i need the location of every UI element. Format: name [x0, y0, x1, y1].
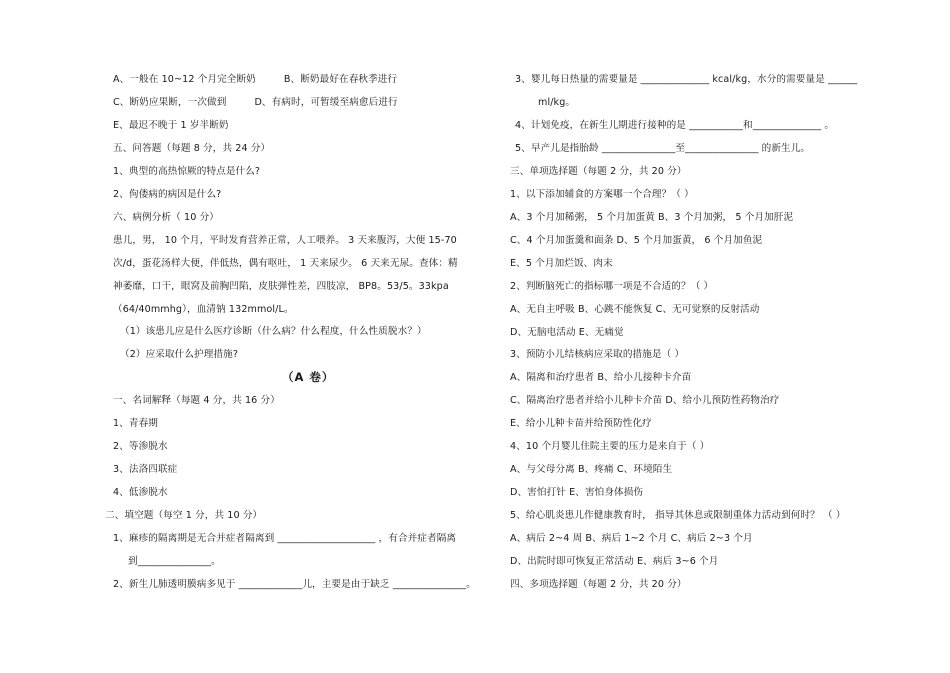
fill-blank-item: 到_______________。	[128, 556, 221, 567]
fill-blank-item: 4、计划免疫，在新生儿期进行接种的是 ___________和______________ 。	[515, 120, 835, 131]
section-heading: 四、多项选择题（每题 2 分，共 20 分）	[510, 579, 687, 590]
section-heading: 五、问答题（每题 8 分，共 24 分）	[113, 143, 271, 154]
case-question: （1）该患儿应是什么医疗诊断（什么病？什么程度，什么性质脱水？）	[120, 326, 427, 337]
option-e: E、最迟不晚于 1 岁半断奶	[113, 120, 229, 131]
option-line: C、隔离治疗患者并给小儿种卡介苗 D、给小儿预防性药物治疗	[510, 395, 780, 406]
question-item: 3、预防小儿结核病应采取的措施是（ ）	[510, 349, 685, 360]
option-d: D、有病时，可暂缓至病愈后进行	[254, 97, 398, 108]
term-item: 2、等渗脱水	[113, 441, 168, 452]
question-item: 2、佝偻病的病因是什么?	[113, 189, 222, 200]
option-c: C、断奶应果断，一次做到	[113, 97, 227, 108]
case-text: 患儿，男， 10 个月，平时发育营养正常，人工喂养。 3 天来腹泻，大便 15-70	[113, 235, 457, 246]
section-heading: 六、病例分析（ 10 分）	[113, 212, 219, 223]
term-item: 1、青春期	[113, 418, 158, 429]
section-heading: 三、单项选择题（每题 2 分，共 20 分）	[510, 166, 687, 177]
option-line: E、给小儿种卡苗并给预防性化疗	[510, 418, 652, 429]
question-item: 1、以下添加辅食的方案哪一个合理？（ ）	[510, 189, 694, 200]
option-line: A、与父母分离 B、疼痛 C、环境陌生	[510, 464, 673, 475]
option-line: A、3 个月加稀粥， 5 个月加蛋黄 B、3 个月加粥， 5 个月加肝泥	[510, 212, 794, 223]
question-item: 4、10 个月婴儿住院主要的压力是来自于（ ）	[510, 441, 710, 452]
case-text: 次/d，蛋花汤样大便，伴低热，偶有呕吐， 1 天来尿少。 6 天来无尿。查体：精	[113, 258, 458, 269]
section-heading: 二、填空题（每空 1 分，共 10 分）	[105, 510, 263, 521]
case-question: （2）应采取什么护理措施?	[120, 349, 239, 360]
option-line: D、无脑电活动 E、无痛觉	[510, 327, 624, 338]
option-b: B、断奶最好在春秋季进行	[283, 74, 398, 85]
fill-blank-item: 2、新生儿肺透明膜病多见于 _____________儿，主要是由于缺乏 _______________。	[113, 579, 476, 590]
option-line: A、隔离和治疗患者 B、给小儿接种卡介苗	[510, 372, 692, 383]
fill-blank-item: 5、早产儿是指胎龄 _______________至_______________ 的新生儿。	[515, 143, 811, 154]
case-text: （64/40mmhg），血清钠 132mmol/L。	[113, 304, 294, 315]
option-line	[113, 96, 398, 110]
option-line	[113, 73, 397, 87]
question-item: 5、给心肌炎患儿作健康教育时， 指导其休息或限制重体力活动到何时？ （ ）	[510, 510, 846, 521]
paper-version-title: （A 卷）	[282, 370, 335, 384]
option-line: A、病后 2~4 周 B、病后 1~2 个月 C、病后 2~3 个月	[510, 533, 753, 544]
fill-blank-item: ml/kg。	[538, 97, 576, 108]
option-line: E、5 个月加烂饭、肉末	[510, 258, 613, 269]
fill-blank-item: 3、婴儿每日热量的需要量是 ______________ kcal/kg，水分的需要量是 ______	[515, 74, 858, 85]
section-heading: 一、名词解释（每题 4 分，共 16 分）	[113, 395, 280, 406]
fill-blank-item: 1、麻疹的隔离期是无合并症者隔离到 ____________________ ，有合并症者隔离	[113, 533, 457, 544]
option-line: D、出院时即可恢复正常活动 E、病后 3~6 个月	[510, 556, 719, 567]
option-line: A、无自主呼吸 B、心跳不能恢复 C、无可觉察的反射活动	[510, 304, 760, 315]
question-item: 2、判断脑死亡的指标哪一项是不合适的？（ ）	[510, 281, 714, 292]
option-a: A、一般在 10~12 个月完全断奶	[113, 74, 256, 85]
term-item: 3、法洛四联症	[113, 464, 178, 475]
term-item: 4、低渗脱水	[113, 487, 168, 498]
question-item: 1、典型的高热惊厥的特点是什么?	[113, 166, 261, 177]
case-text: 神萎靡，口干，眼窝及前胸凹陷，皮肤弹性差，四肢凉， BP8。53/5。33kpa	[113, 281, 449, 292]
option-line: D、害怕打针 E、害怕身体损伤	[510, 487, 644, 498]
option-line: C、4 个月加蛋羹和面条 D、5 个月加蛋黄， 6 个月加鱼泥	[510, 235, 763, 246]
